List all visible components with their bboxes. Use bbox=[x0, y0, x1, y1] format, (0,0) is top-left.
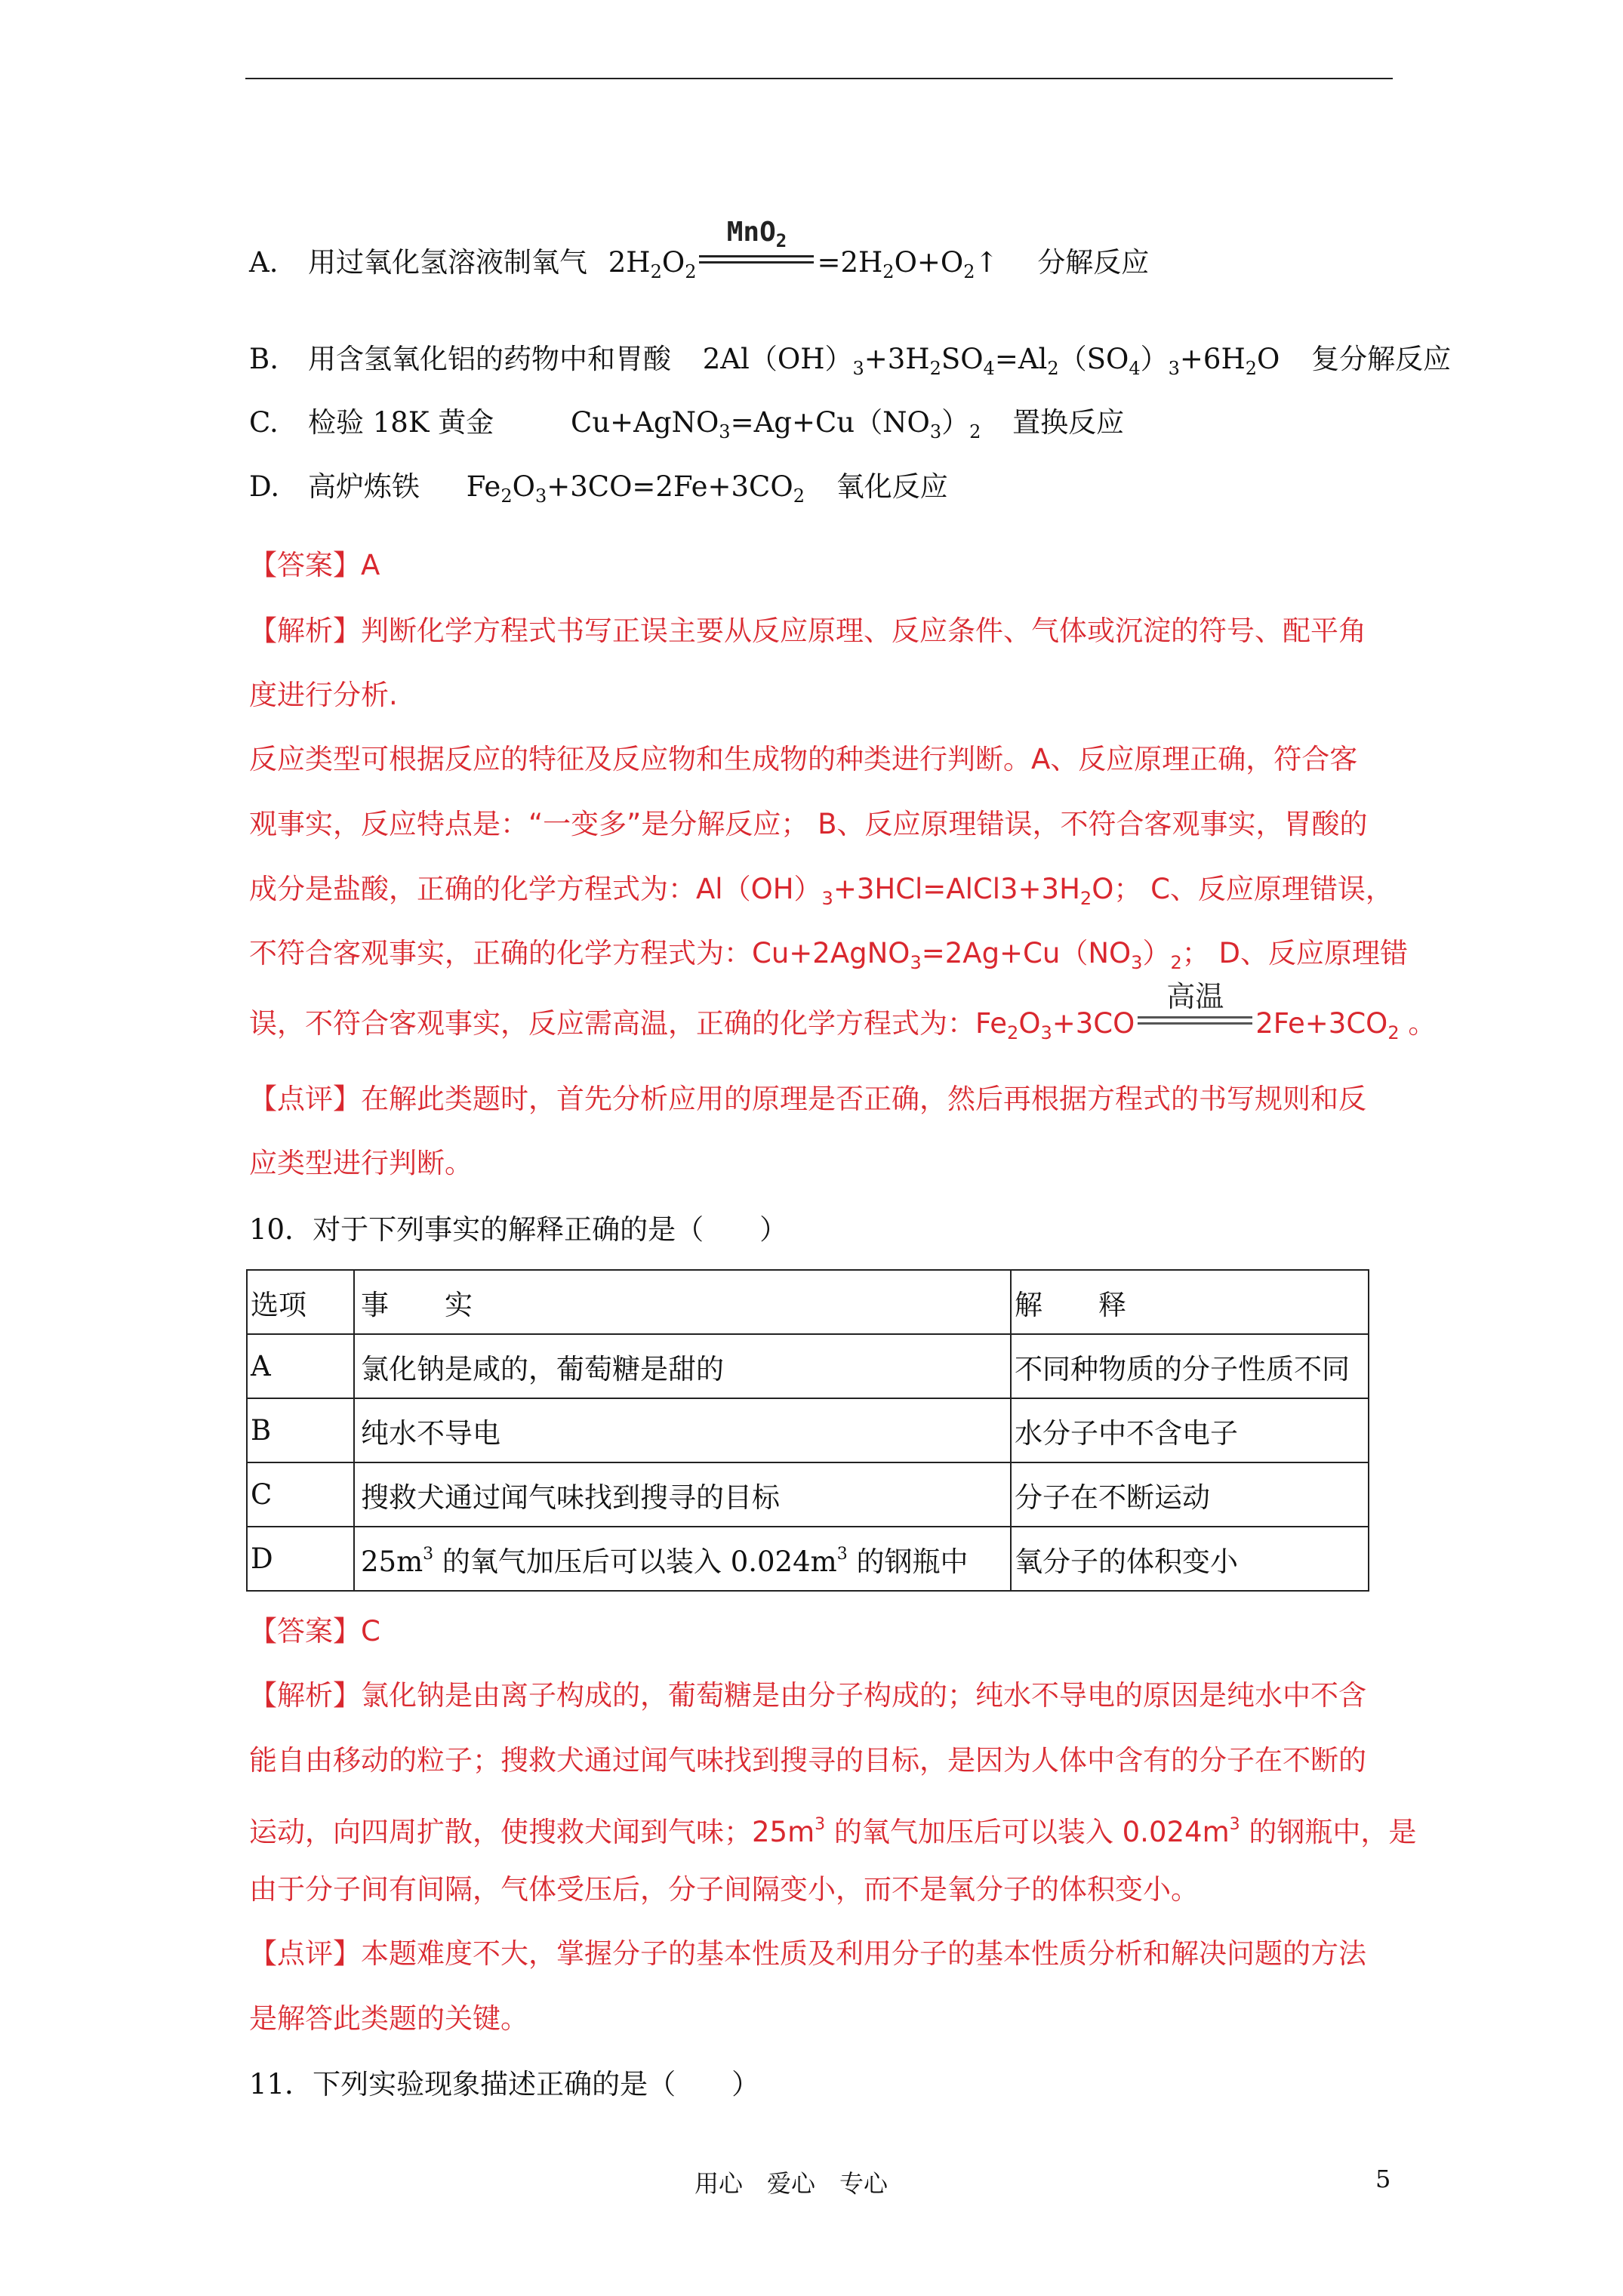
table-row: C 搜救犬通过闻气味找到搜寻的目标 分子在不断运动 bbox=[247, 1462, 1369, 1527]
table-header-row: 选项 事 实 解 释 bbox=[247, 1270, 1369, 1334]
analysis-9-line-6: 不符合客观事实，正确的化学方程式为：$Cu+2AgNO_3=2Ag+Cu(NO_3)_2$； D、反应原理错 bbox=[249, 937, 1408, 973]
analysis-9-line-1: 【解析】判断化学方程式书写正误主要从反应原理、反应条件、气体或沉淀的符号、配平角 bbox=[249, 615, 1366, 647]
option-b: B. 用含氢氧化铝的药物中和胃酸 $2Al(OH)_3+3H_2SO_4=Al_2(SO_4)_3+6H_2O$ 复分解反应 bbox=[249, 343, 1452, 379]
analysis-10-line-1: 【解析】氯化钠是由离子构成的，葡萄糖是由分子构成的；纯水不导电的原因是纯水中不含 bbox=[249, 1679, 1366, 1712]
comment-9-line-1: 【点评】在解此类题时，首先分析应用的原理是否正确，然后再根据方程式的书写规则和反 bbox=[249, 1083, 1366, 1115]
analysis-10-line-4: 由于分子间有间隔，气体受压后，分子间隔变小，而不是氧分子的体积变小。 bbox=[249, 1873, 1199, 1906]
question-10-stem: 10．对于下列事实的解释正确的是（ ） bbox=[249, 1213, 788, 1246]
analysis-9-line-7: 误，不符合客观事实，反应需高温，正确的化学方程式为：$Fe_2O_3+3CO$ 高温 $2Fe+3CO_2$ 。 bbox=[249, 980, 1437, 1043]
analysis-9-line-5: 成分是盐酸，正确的化学方程式为：$Al(OH)_3+3HCl=AlCl3+3H_2O$； C、反应原理错误， bbox=[249, 873, 1394, 909]
table-row: B 纯水不导电 水分子中不含电子 bbox=[247, 1398, 1369, 1462]
question-11-stem: 11．下列实验现象描述正确的是（ ） bbox=[249, 2068, 760, 2100]
facts-table bbox=[246, 1269, 1369, 1592]
answer-10: 【答案】C bbox=[249, 1615, 380, 1647]
analysis-10-line-2: 能自由移动的粒子；搜救犬通过闻气味找到搜寻的目标，是因为人体中含有的分子在不断的 bbox=[249, 1744, 1366, 1777]
footer-motto: 用心 爱心 专心 bbox=[694, 2169, 888, 2198]
analysis-9-line-4: 观事实，反应特点是：“一变多”是分解反应； B、反应原理错误，不符合客观事实，胃酸的 bbox=[249, 808, 1368, 840]
option-d: D. 高炉炼铁 $Fe_2O_3+3CO=2Fe+3CO_2$ 氧化反应 bbox=[249, 470, 948, 507]
comment-9-line-2: 应类型进行判断。 bbox=[249, 1147, 473, 1179]
table-row: A 氯化钠是咸的，葡萄糖是甜的 不同种物质的分子性质不同 bbox=[247, 1334, 1369, 1398]
reaction-condition-catalyst: MnO$_2$ bbox=[696, 246, 817, 276]
answer-9: 【答案】A bbox=[249, 549, 380, 581]
header-rule bbox=[245, 78, 1393, 79]
gas-arrow-icon: ↑ bbox=[975, 246, 999, 279]
analysis-10-line-3: 运动，向四周扩散，使搜救犬闻到气味；$25m^3$ 的氧气加压后可以装入 $0.024m^3$ 的钢瓶中，是 bbox=[249, 1815, 1417, 1848]
reaction-condition-high-temp: 高温 bbox=[1135, 1007, 1255, 1037]
comment-10-line-1: 【点评】本题难度不大，掌握分子的基本性质及利用分子的基本性质分析和解决问题的方法 bbox=[249, 1937, 1366, 1970]
analysis-9-line-3: 反应类型可根据反应的特征及反应物和生成物的种类进行判断。A、反应原理正确，符合客 bbox=[249, 743, 1358, 775]
comment-10-line-2: 是解答此类题的关键。 bbox=[249, 2002, 528, 2035]
table-row: D $25m^3$ 的氧气加压后可以装入 $0.024m^3$ 的钢瓶中 氧分子的体积变小 bbox=[247, 1527, 1369, 1591]
analysis-9-line-2: 度进行分析. bbox=[249, 679, 398, 711]
option-a: A. 用过氧化氢溶液制氧气 $2H_2O_2$ MnO$_2$ $=2H_2O+O_2↑$ 分解反应 bbox=[249, 217, 1150, 282]
page-number: 5 bbox=[1375, 2165, 1391, 2193]
option-c: C. 检验 18K 黄金 $Cu+AgNO_3=Ag+Cu(NO_3)_2$ 置换反应 bbox=[249, 406, 1125, 442]
